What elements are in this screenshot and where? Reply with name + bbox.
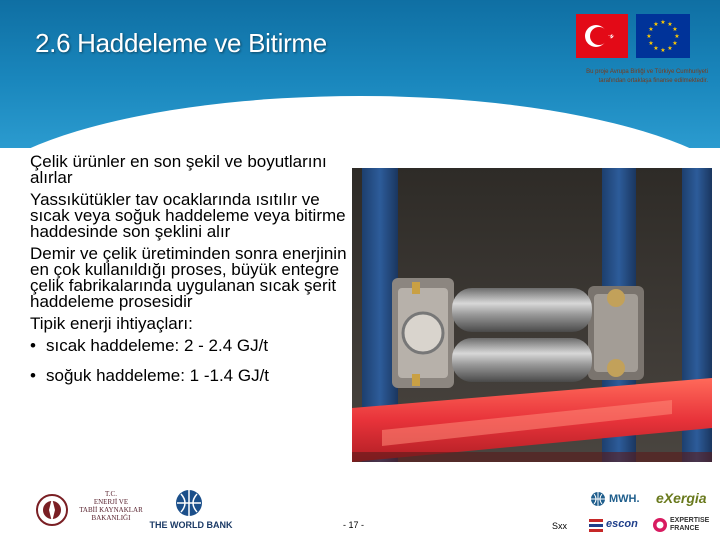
ministry-line-2: ENERJİ VE xyxy=(93,498,129,506)
exergia-logo: eXergia xyxy=(656,490,707,506)
escon-mark-icon xyxy=(588,517,604,533)
svg-text:★: ★ xyxy=(667,21,673,28)
svg-text:★: ★ xyxy=(648,40,654,47)
expertise-mark-icon xyxy=(652,517,668,533)
escon-label: escon xyxy=(606,518,638,530)
bullet-cold-rolling: • soğuk haddeleme: 1 -1.4 GJ/t xyxy=(30,368,350,384)
mwh-label: MWH. xyxy=(609,493,640,505)
ministry-logo xyxy=(34,488,144,534)
turkey-flag-icon xyxy=(576,14,628,58)
svg-text:★: ★ xyxy=(646,33,652,40)
slide-code: Sxx xyxy=(552,521,568,531)
globe-icon xyxy=(590,491,606,507)
svg-text:★: ★ xyxy=(648,26,654,33)
svg-text:★: ★ xyxy=(672,40,678,47)
page-number: - 17 - xyxy=(343,520,365,530)
bullet-hot-rolling: • sıcak haddeleme: 2 - 2.4 GJ/t xyxy=(30,338,350,354)
svg-text:★: ★ xyxy=(674,33,680,40)
svg-text:★: ★ xyxy=(660,47,666,54)
mwh-logo xyxy=(590,491,652,507)
expertise-france-logo xyxy=(652,515,714,537)
svg-text:★: ★ xyxy=(653,21,659,28)
energy-bullet-list xyxy=(30,338,350,384)
ministry-line-1: T.C. xyxy=(105,490,117,498)
france-label: FRANCE xyxy=(670,525,700,532)
paragraph-4: Tipik enerji ihtiyaçları: xyxy=(30,314,193,333)
svg-text:★: ★ xyxy=(653,45,659,52)
escon-logo xyxy=(588,516,646,534)
paragraph-1: Çelik ürünler en son şekil ve boyutlarını alırlar xyxy=(30,152,327,187)
funding-notice xyxy=(520,68,708,86)
slide-body xyxy=(30,154,350,398)
world-bank-label: THE WORLD BANK xyxy=(149,520,233,530)
paragraph-3: Demir ve çelik üretiminden sonra enerjinin en çok kullanıldığı proses, büyük entegre çelik fabrikalarında uygulanan sıcak şerit haddeleme prosesidir xyxy=(30,244,347,311)
expertise-label: EXPERTISE xyxy=(670,517,710,524)
paragraph-2: Yassıkütükler tav ocaklarında ısıtılır ve sıcak veya soğuk haddeleme veya bitirme haddesinde son şeklini alır xyxy=(30,190,346,241)
ministry-line-3: TABİİ KAYNAKLAR xyxy=(79,506,143,514)
world-bank-logo xyxy=(146,488,236,534)
svg-text:★: ★ xyxy=(660,19,666,26)
svg-text:★: ★ xyxy=(672,26,678,33)
rolling-mill-photo xyxy=(352,168,712,462)
eu-flag-icon xyxy=(636,14,690,58)
funding-line-2: tarafından ortaklaşa finanse edilmektedir. xyxy=(598,78,708,84)
ministry-line-4: BAKANLIĞI xyxy=(91,514,131,522)
funding-line-1: Bu proje Avrupa Birliği ve Türkiye Cumhuriyeti xyxy=(586,69,708,75)
slide-title: 2.6 Haddeleme ve Bitirme xyxy=(35,28,327,58)
world-bank-globe-icon xyxy=(174,488,204,518)
svg-text:★: ★ xyxy=(667,45,673,52)
